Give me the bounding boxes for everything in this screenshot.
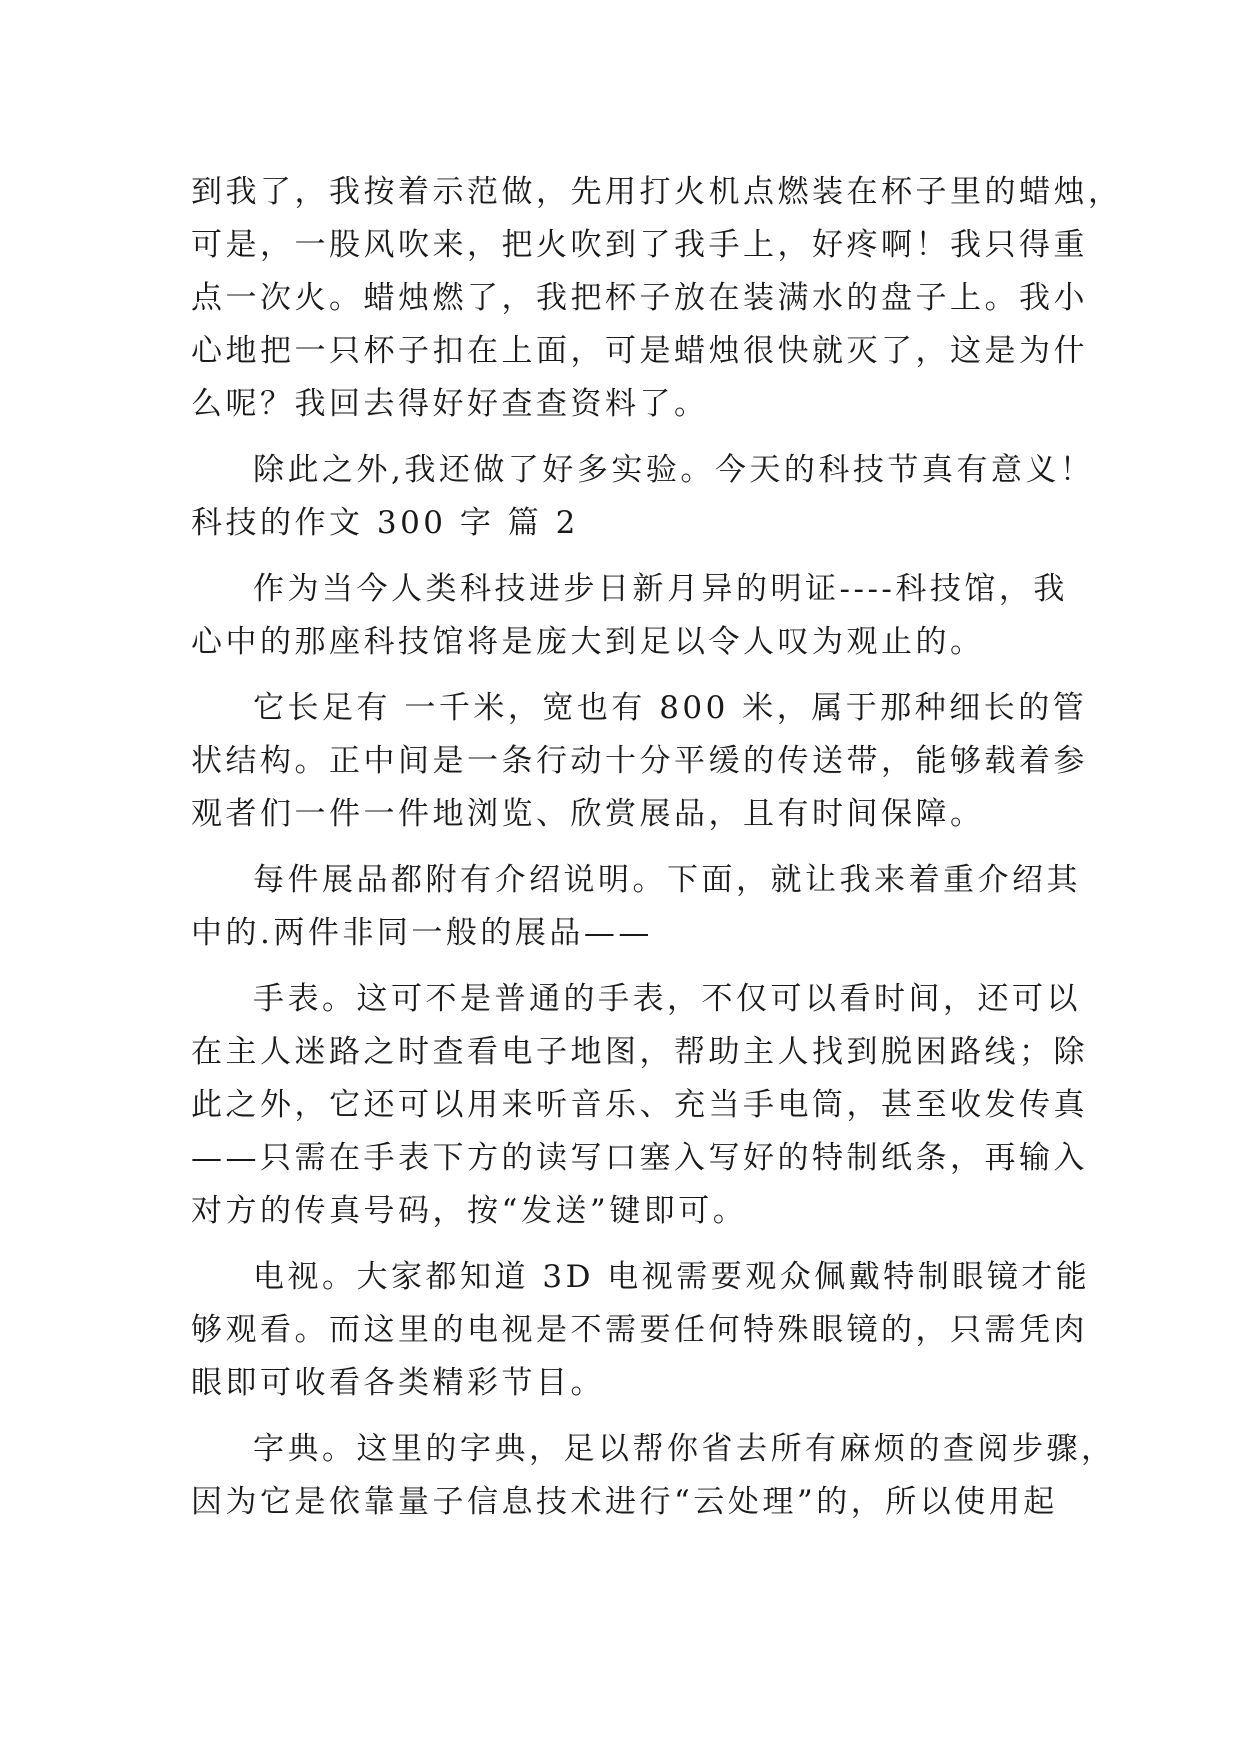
text-line: 观者们一件一件地浏览、欣赏展品，且有时间保障。 bbox=[191, 796, 985, 832]
paragraph-tv bbox=[191, 1251, 1091, 1410]
text-line: 电视。大家都知道 3D 电视需要观众佩戴特制眼镜才能 bbox=[253, 1259, 1091, 1295]
text-line: 够观看。而这里的电视是不需要任何特殊眼镜的，只需凭肉 bbox=[191, 1312, 1088, 1348]
paragraph-watch bbox=[191, 973, 1088, 1238]
text-line: 么呢？我回去得好好查查资料了。 bbox=[191, 386, 709, 422]
text-line: 点一次火。蜡烛燃了，我把杯子放在装满水的盘子上。我小 bbox=[191, 280, 1088, 316]
text-line: 它长足有 一千米，宽也有 800 米，属于那种细长的管 bbox=[253, 690, 1088, 726]
text-line: 作为当今人类科技进步日新月异的明证----科技馆，我 bbox=[253, 571, 1068, 607]
paragraph-structure bbox=[191, 682, 1088, 841]
essay-heading bbox=[191, 497, 1051, 550]
text-line: 手表。这可不是普通的手表，不仅可以看时间，还可以 bbox=[253, 981, 1081, 1017]
text-line: 状结构。正中间是一条行动十分平缓的传送带，能够载着参 bbox=[191, 743, 1088, 779]
heading-line: 科技的作文 300 字 篇 2 bbox=[191, 505, 579, 541]
text-line: 心中的那座科技馆将是庞大到足以令人叹为观止的。 bbox=[191, 624, 985, 660]
paragraph-conclusion bbox=[191, 444, 1095, 497]
text-line: 中的.两件非同一般的展品—— bbox=[191, 915, 653, 951]
text-line: 在主人迷路之时查看电子地图，帮助主人找到脱困路线；除 bbox=[191, 1034, 1088, 1070]
paragraph-experiment bbox=[191, 166, 1123, 431]
paragraph-dictionary bbox=[191, 1423, 1116, 1529]
paragraph-intro bbox=[191, 563, 1068, 669]
text-line: 每件展品都附有介绍说明。下面，就让我来着重介绍其 bbox=[253, 862, 1081, 898]
text-line: 除此之外,我还做了好多实验。今天的科技节真有意义！ bbox=[253, 452, 1095, 488]
text-line: 此之外，它还可以用来听音乐、充当手电筒，甚至收发传真 bbox=[191, 1087, 1088, 1123]
text-line: 可是，一股风吹来，把火吹到了我手上，好疼啊！我只得重 bbox=[191, 227, 1088, 263]
text-line: 因为它是依靠量子信息技术进行“云处理”的，所以使用起 bbox=[191, 1484, 1058, 1520]
document-body bbox=[191, 166, 1123, 1529]
text-line: ——只需在手表下方的读写口塞入写好的特制纸条，再输入 bbox=[191, 1140, 1088, 1176]
text-line: 对方的传真号码，按“发送”键即可。 bbox=[191, 1193, 748, 1229]
text-line: 眼即可收看各类精彩节目。 bbox=[191, 1365, 605, 1401]
text-line: 字典。这里的字典，足以帮你省去所有麻烦的查阅步骤， bbox=[253, 1431, 1116, 1467]
text-line: 心地把一只杯子扣在上面，可是蜡烛很快就灭了，这是为什 bbox=[191, 333, 1088, 369]
paragraph-exhibits bbox=[191, 854, 1081, 960]
text-line: 到我了，我按着示范做，先用打火机点燃装在杯子里的蜡烛， bbox=[191, 174, 1123, 210]
